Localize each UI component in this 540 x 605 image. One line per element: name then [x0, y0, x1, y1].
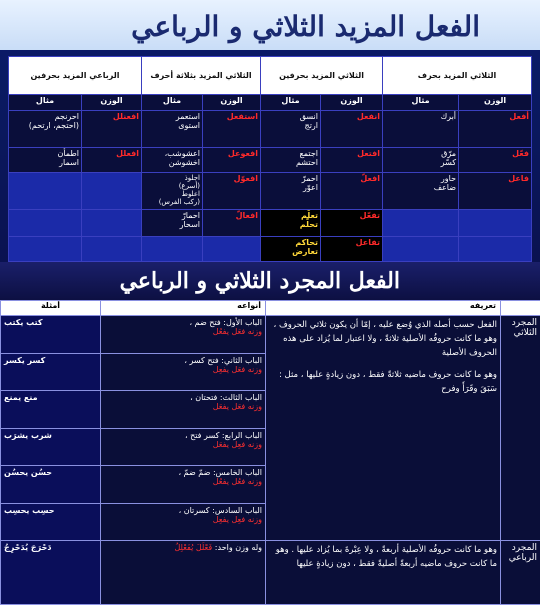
table-cell-example: احمارّ اسحار: [142, 210, 203, 237]
table-cell-empty: [203, 237, 261, 262]
col-header-quad-2: الرباعي المزيد بحرفين: [9, 57, 142, 95]
table-cell-example: مرّق كسّر: [383, 148, 459, 173]
quad-label: المجرد الرباعي: [501, 541, 540, 605]
table-cell-empty: [9, 210, 82, 237]
sub-header-example: مثال: [142, 95, 203, 111]
example-cell: حسِب يحسِب: [1, 503, 101, 540]
table-cell-example: احمرّ اعوّر: [261, 172, 321, 209]
header-blank: [501, 301, 540, 316]
table-cell-empty: [142, 237, 203, 262]
page-title: الفعل المزيد الثلاثي و الرباعي: [131, 10, 480, 43]
table-cell-empty: [383, 237, 459, 262]
table-cell-weight: افعوّل: [203, 172, 261, 209]
table-cell-empty: [82, 237, 142, 262]
table-cell-weight: افعوعل: [203, 148, 261, 173]
bare-verbs-table: [0, 300, 540, 605]
section-title: الفعل المجرد الثلاثي و الرباعي: [119, 268, 400, 294]
table-cell-example: تعلّم تحلّم: [261, 210, 321, 237]
table-cell-weight: افعنلل: [82, 110, 142, 147]
type-cell: [101, 428, 266, 465]
table-cell-weight: افعلّ: [321, 172, 383, 209]
type-weight: وزنه فعَل يفعُل: [212, 327, 262, 337]
table-cell-empty: [459, 237, 532, 262]
type-text: الباب الثاني: فتح كسر ،: [184, 355, 262, 365]
col-header-tri-2: الثلاثي المزيد بحرفين: [261, 57, 383, 95]
table-cell-weight: تفعّل: [321, 210, 383, 237]
type-cell: [101, 316, 266, 353]
table-cell-weight: أفعل: [459, 110, 532, 147]
table-cell-example: حاور ضاعف: [383, 172, 459, 209]
table-cell-example: اجلوذ (أسرع) اعلوط (ركب الفرس): [142, 172, 203, 209]
table-cell-weight: افتعل: [321, 148, 383, 173]
col-header-tri-3: الثلاثي المزيد بثلاثة أحرف: [142, 57, 261, 95]
sub-header-example: مثال: [383, 95, 459, 111]
quad-definition-cell: وهو ما كانت حروفُه الأصلية أربعةً ، ولا عِبْرةَ بما يُزاد عليها . وهو ما كانت حروف ماضيه أربعةً أصليةً فقط ، دون زيادةٍ عليها: [266, 541, 501, 605]
table-cell-example: اطمأن اسمار: [9, 148, 82, 173]
lower-title-bar: [0, 262, 540, 302]
table-cell-empty: [383, 210, 459, 237]
table-cell-empty: [82, 210, 142, 237]
table-cell-example: اعشوشب، اخشوشن: [142, 148, 203, 173]
type-weight: وزنه فعُل يفعُل: [212, 477, 262, 487]
table-cell-example: اجتمع احتشم: [261, 148, 321, 173]
table-cell-empty: [459, 210, 532, 237]
table-cell-empty: [9, 237, 82, 262]
type-weight: وزنه فعِل يفعِل: [212, 514, 262, 524]
table-cell-example: استعمر استوى: [142, 110, 203, 147]
type-text: الباب السادس: كسرتان ،: [178, 505, 262, 515]
derived-verbs-table: [8, 56, 532, 262]
type-text: الباب الأول: فتح ضم ،: [189, 318, 262, 328]
example-cell: كسر يكسر: [1, 353, 101, 390]
example-cell: حسُن يحسُن: [1, 466, 101, 503]
sub-header-example: مثال: [9, 95, 82, 111]
col-header-tri-1: الثلاثي المزيد بحرف: [383, 57, 532, 95]
header-types: أنواعه: [101, 301, 266, 316]
header-examples: أمثلة: [1, 301, 101, 316]
type-weight: وزنه فعَل يفعَل: [212, 402, 262, 412]
type-cell: [101, 391, 266, 428]
table-cell-example: انسق ارتج: [261, 110, 321, 147]
type-text: الباب الثالث: فتحتان ،: [190, 393, 262, 403]
table-cell-example: تحاكم تعارض: [261, 237, 321, 262]
upper-title-bar: [0, 0, 540, 50]
table-cell-weight: فعّل: [459, 148, 532, 173]
quad-type-text: وله وزن واحد:: [214, 543, 262, 553]
sub-header-weight: الوزن: [203, 95, 261, 111]
table-cell-weight: تفاعل: [321, 237, 383, 262]
table-cell-example: احرنجم (احتجم، ارتحم): [9, 110, 82, 147]
table-cell-weight: فاعل: [459, 172, 532, 209]
sub-header-weight: الوزن: [321, 95, 383, 111]
type-weight: وزنه فعِل يفعَل: [212, 439, 262, 449]
quad-type-cell: [101, 541, 266, 605]
example-cell: منع يمنع: [1, 391, 101, 428]
tri-definition-text-2: وهو ما كانت حروف ماضيه ثلاثةً فقط ، دون زيادةٍ عليها ، مثل : سَبَقَ وقَرَأَ وفرح: [278, 370, 498, 395]
tri-definition-text: الفعل حسب أصله الذي وُضع عليه ، إمّا أن يكون ثلاثي الحروف ، وهو ما كانت حروفُه الأصلية ثلاثةً ، ولا اعتبار لما يُزاد على هذه الحروف الأصلية: [273, 320, 498, 359]
type-cell: [101, 353, 266, 390]
table-cell-empty: [82, 172, 142, 209]
table-cell-weight: افعالّ: [203, 210, 261, 237]
table-cell-empty: [9, 172, 82, 209]
tri-definition-cell: [266, 316, 501, 541]
quad-example-cell: دَحْرَجَ يُدَحْرِجُ: [1, 541, 101, 605]
type-cell: [101, 466, 266, 503]
header-definition: تعريفه: [266, 301, 501, 316]
table-cell-weight: استفعل: [203, 110, 261, 147]
example-cell: كتب يكتب: [1, 316, 101, 353]
table-cell-weight: انفعل: [321, 110, 383, 147]
tri-label: المجرد الثلاثي: [501, 316, 540, 541]
quad-type-weight: فَعْلَلَ يُفَعْلِلُ: [174, 543, 213, 553]
example-cell: شرب يشرَب: [1, 428, 101, 465]
type-text: الباب الرابع: كسر فتح ،: [184, 430, 262, 440]
type-text: الباب الخامس: ضمّ ضمّ ،: [178, 468, 262, 478]
sub-header-weight: الوزن: [459, 95, 532, 111]
table-cell-weight: افعلل: [82, 148, 142, 173]
sub-header-example: مثال: [261, 95, 321, 111]
sub-header-weight: الوزن: [82, 95, 142, 111]
table-cell-example: أبرك: [383, 110, 459, 147]
type-cell: [101, 503, 266, 540]
type-weight: وزنه فعَل يفعِل: [212, 364, 262, 374]
